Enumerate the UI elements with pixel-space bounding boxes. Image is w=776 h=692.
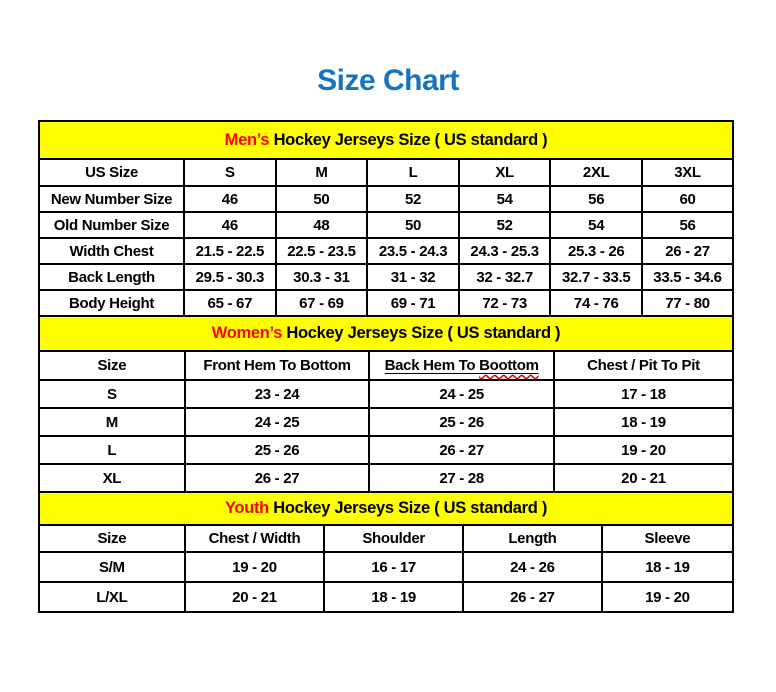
value-cell: 19 - 20 [554,436,733,464]
value-cell: 23.5 - 24.3 [367,238,459,264]
row-label: Back Length [39,264,184,290]
value-cell: 24.3 - 25.3 [459,238,551,264]
value-cell: 56 [642,212,733,238]
mens-table-row [39,186,733,212]
youth-table-row [39,582,733,612]
value-cell: 24 - 26 [463,552,602,582]
row-label: Body Height [39,290,184,316]
mens-column-header: S [184,159,276,186]
womens-table-row [39,380,733,408]
row-label: New Number Size [39,186,184,212]
value-cell: 72 - 73 [459,290,551,316]
youth-column-header: Shoulder [324,525,463,552]
womens-column-header: Front Hem To Bottom [185,351,370,380]
value-cell: 27 - 28 [369,464,554,492]
value-cell: 31 - 32 [367,264,459,290]
row-label: L [39,436,185,464]
womens-size-table [38,315,734,493]
youth-column-header: Length [463,525,602,552]
value-cell: 74 - 76 [550,290,642,316]
value-cell: 18 - 19 [602,552,733,582]
youth-size-table [38,491,734,613]
mens-table-row [39,212,733,238]
value-cell: 50 [276,186,368,212]
value-cell: 24 - 25 [369,380,554,408]
value-cell: 24 - 25 [185,408,370,436]
value-cell: 19 - 20 [185,552,324,582]
womens-header-row [39,351,733,380]
size-tables-container [38,120,734,613]
mens-column-header: 2XL [550,159,642,186]
value-cell: 25 - 26 [369,408,554,436]
value-cell: 69 - 71 [367,290,459,316]
youth-banner-highlight: Youth [224,499,269,517]
value-cell: 23 - 24 [185,380,370,408]
value-cell: 26 - 27 [369,436,554,464]
mens-table-row [39,264,733,290]
mens-banner-row [39,121,733,159]
value-cell: 20 - 21 [554,464,733,492]
value-cell: 25.3 - 26 [550,238,642,264]
value-cell: 52 [367,186,459,212]
value-cell: 20 - 21 [185,582,324,612]
page-title: Size Chart [317,64,459,97]
youth-banner-text: Hockey Jerseys Size ( US standard ) [268,499,548,517]
mens-column-header: M [276,159,368,186]
mens-column-header: US Size [39,159,184,186]
value-cell: 56 [550,186,642,212]
row-label: S [39,380,185,408]
value-cell: 46 [184,212,276,238]
value-cell: 48 [276,212,368,238]
value-cell: 60 [642,186,733,212]
value-cell: 77 - 80 [642,290,733,316]
value-cell: 26 - 27 [185,464,370,492]
mens-column-header: 3XL [642,159,733,186]
value-cell: 26 - 27 [642,238,733,264]
value-cell: 18 - 19 [554,408,733,436]
mens-column-header: XL [459,159,551,186]
womens-table-row [39,408,733,436]
youth-column-header: Chest / Width [185,525,324,552]
womens-table-banner [39,316,733,351]
value-cell: 22.5 - 23.5 [276,238,368,264]
value-cell: 16 - 17 [324,552,463,582]
value-cell: 32 - 32.7 [459,264,551,290]
value-cell: 54 [459,186,551,212]
underlined-header-text: Back Hem To Boottom [384,357,539,374]
womens-column-header [369,351,554,380]
value-cell: 17 - 18 [554,380,733,408]
value-cell: 18 - 19 [324,582,463,612]
mens-table-row [39,238,733,264]
mens-column-header: L [367,159,459,186]
value-cell: 29.5 - 30.3 [184,264,276,290]
value-cell: 26 - 27 [463,582,602,612]
youth-banner-row [39,492,733,525]
row-label: Width Chest [39,238,184,264]
youth-table-banner [39,492,733,525]
misspelled-word: Boottom [479,357,539,374]
value-cell: 21.5 - 22.5 [184,238,276,264]
mens-banner-text: Hockey Jerseys Size ( US standard ) [269,130,548,149]
youth-column-header: Size [39,525,185,552]
youth-header-row [39,525,733,552]
value-cell: 30.3 - 31 [276,264,368,290]
mens-header-row [39,159,733,186]
womens-banner-row [39,316,733,351]
womens-banner-text: Hockey Jerseys Size ( US standard ) [282,324,561,342]
mens-table-row [39,290,733,316]
row-label: Old Number Size [39,212,184,238]
row-label: S/M [39,552,185,582]
row-label: M [39,408,185,436]
value-cell: 25 - 26 [185,436,370,464]
womens-table-row [39,464,733,492]
value-cell: 19 - 20 [602,582,733,612]
youth-table-row [39,552,733,582]
mens-size-table [38,120,734,317]
value-cell: 32.7 - 33.5 [550,264,642,290]
value-cell: 52 [459,212,551,238]
row-label: XL [39,464,185,492]
womens-column-header: Chest / Pit To Pit [554,351,733,380]
row-label: L/XL [39,582,185,612]
value-cell: 67 - 69 [276,290,368,316]
youth-column-header: Sleeve [602,525,733,552]
value-cell: 54 [550,212,642,238]
mens-table-banner [39,121,733,159]
womens-column-header: Size [39,351,185,380]
value-cell: 65 - 67 [184,290,276,316]
value-cell: 33.5 - 34.6 [642,264,733,290]
mens-banner-highlight: Men’s [224,130,270,149]
womens-table-row [39,436,733,464]
value-cell: 46 [184,186,276,212]
womens-banner-highlight: Women’s [211,324,283,342]
value-cell: 50 [367,212,459,238]
